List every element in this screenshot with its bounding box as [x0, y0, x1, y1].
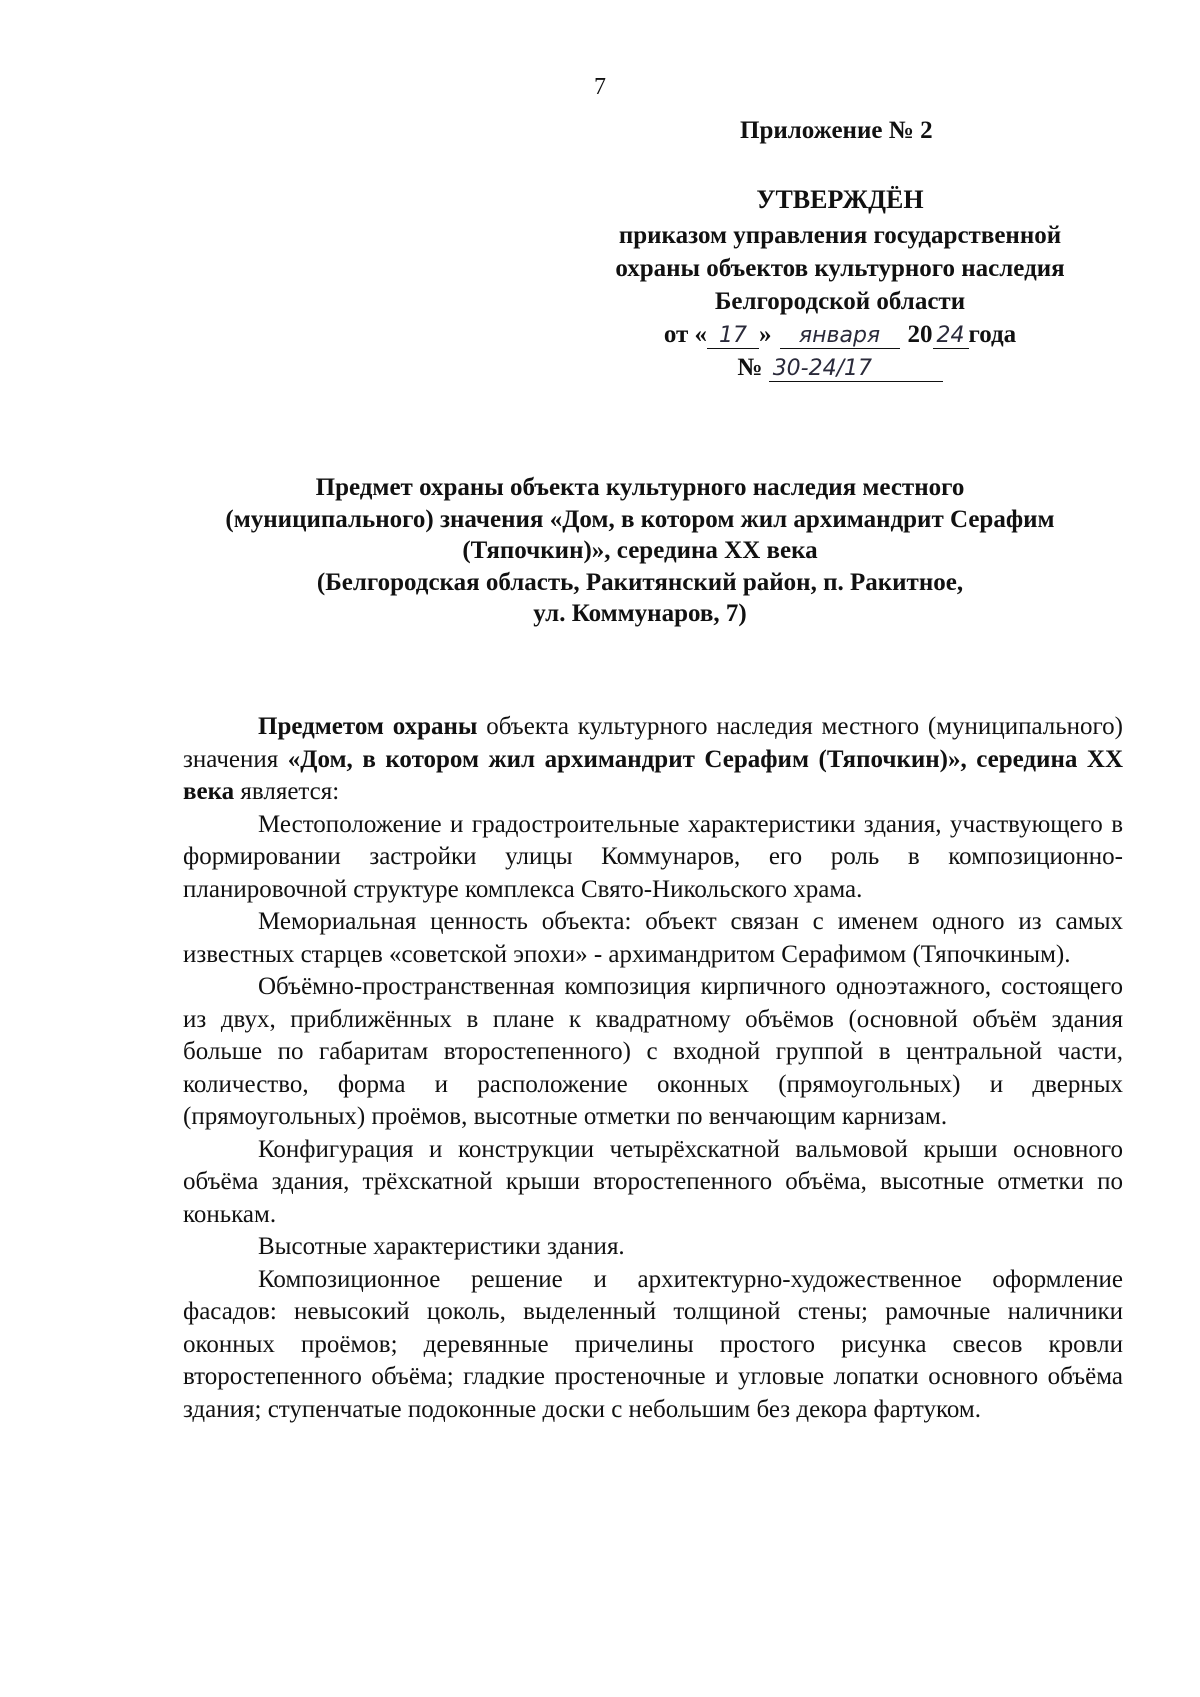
date-mid: » [759, 321, 772, 348]
approval-line: охраны объектов культурного наследия [615, 255, 1065, 282]
paragraph-composition: Объёмно-пространственная композиция кирпичного одноэтажного, состоящего из двух, приближённых в плане к квадратному объёмов (основной объём здания больше по габаритам второстепенного) с входной группой в центральной части, количество, форма и расположение оконных (прямоугольных) и дверных (прямоугольных) проёмов, высотные отметки по венчающим карнизам. [183, 973, 1123, 1130]
approval-date [560, 318, 1120, 351]
handwritten-day: 17 [707, 324, 759, 349]
title-line: (Белгородская область, Ракитянский район, п. Ракитное, [316, 568, 964, 596]
bold-text: Предметом охраны [258, 713, 478, 740]
paragraph-text: объекта культурного наследия местного (муниципального) значения [183, 713, 1123, 773]
year-prefix: 20 [907, 321, 933, 348]
paragraph-intro [183, 711, 1123, 809]
paragraph-facades: Композиционное решение и архитектурно-художественное оформление фасадов: невысокий цоколь, выделенный толщиной стены; рамочные наличники оконных проёмов; деревянные причелины простого рисунка свесов кровли второстепенного объёма; гладкие простеночные и угловые лопатки основного объёма здания; ступенчатые подоконные доски с небольшим без декора фартуком. [183, 1265, 1123, 1423]
year-word: года [968, 321, 1017, 348]
document-title [150, 472, 1130, 630]
title-line: (Тяпочкин)», середина XX века [462, 537, 818, 564]
title-line: ул. Коммунаров, 7) [533, 600, 747, 627]
approval-block [560, 183, 1120, 384]
bold-text: «Дом, в котором жил архимандрит Серафим (Тяпочкин)», середина XX века [183, 745, 1123, 805]
title-line: Предмет охраны объекта культурного наследия местного [315, 474, 965, 501]
paragraph-height: Высотные характеристики здания. [258, 1233, 625, 1260]
paragraph-memorial: Мемориальная ценность объекта: объект связан с именем одного из самых известных старцев «советской эпохи» - архимандритом Серафимом (Тяпочкиным). [183, 908, 1123, 968]
date-prefix: от « [663, 321, 708, 348]
handwritten-year: 24 [933, 324, 969, 349]
number-prefix: № [737, 354, 763, 381]
page-number: 7 [594, 74, 606, 100]
appendix-label: Приложение № 2 [740, 117, 933, 144]
approval-title: УТВЕРЖДЁН [756, 185, 924, 214]
paragraph-roof: Конфигурация и конструкции четырёхскатной вальмовой крыши основного объёма здания, трёхскатной крыши второстепенного объёма, высотные отметки по конькам. [183, 1135, 1123, 1228]
document-body [183, 711, 1123, 1426]
paragraph-location: Местоположение и градостроительные характеристики здания, участвующего в формировании застройки улицы Коммунаров, его роль в композиционно-планировочной структуре комплекса Свято-Никольского храма. [183, 810, 1123, 903]
approval-line: приказом управления государственной [618, 222, 1062, 249]
handwritten-number: 30-24/17 [769, 357, 943, 382]
approval-number [560, 351, 1120, 384]
handwritten-month: января [780, 324, 900, 349]
approval-line: Белгородской области [714, 288, 966, 315]
paragraph-text: является: [234, 778, 340, 805]
title-line: (муниципального) значения «Дом, в котором жил архимандрит Серафим [225, 505, 1055, 533]
